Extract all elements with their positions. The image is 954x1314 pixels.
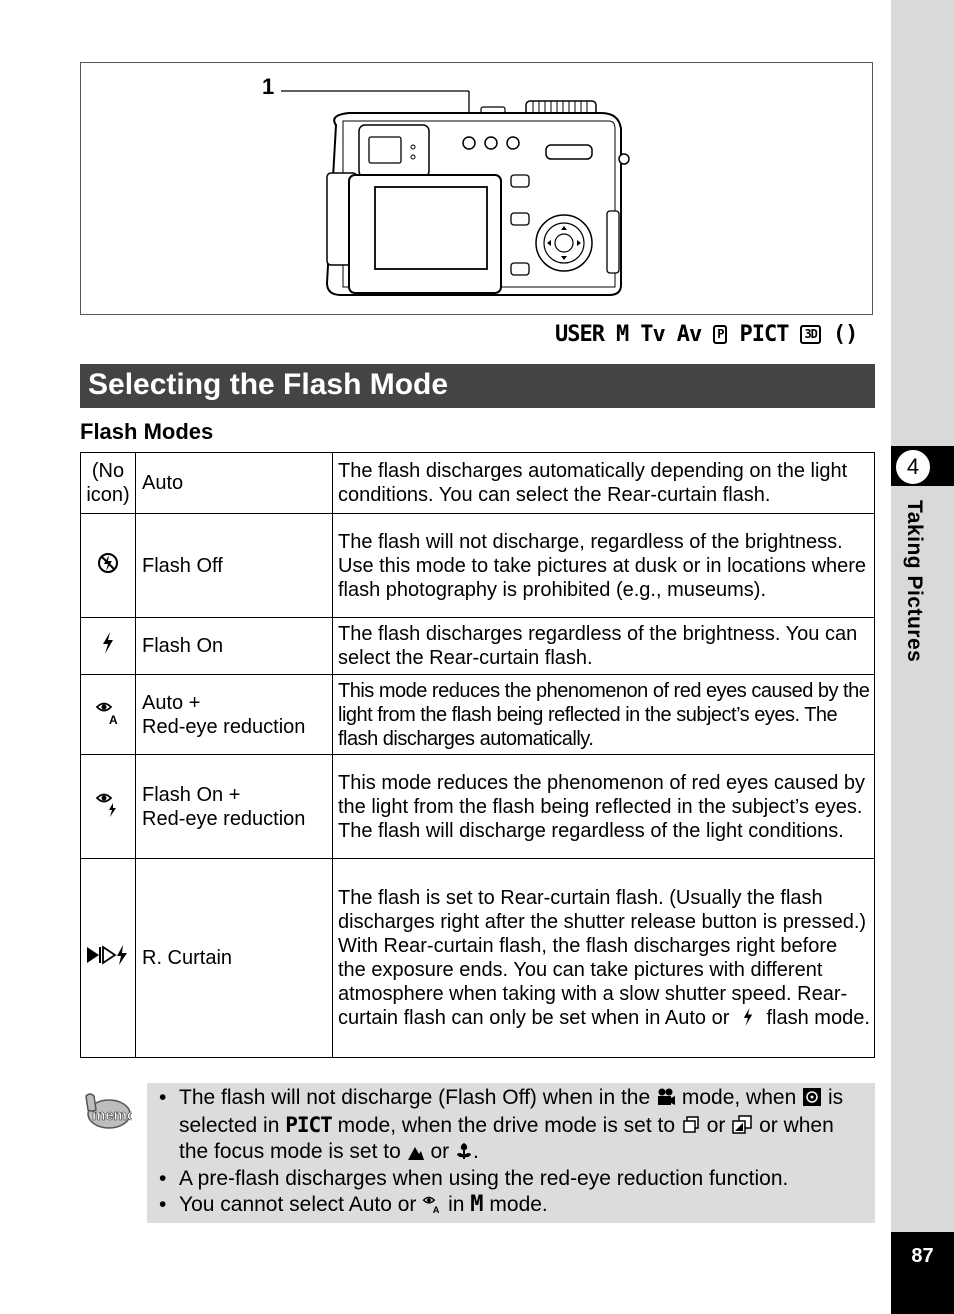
- mode-name: Flash Off: [136, 514, 333, 618]
- mode-p-icon: P: [713, 325, 727, 344]
- mode-3d-icon: 3D: [800, 325, 820, 344]
- camera-figure: [80, 62, 873, 315]
- table-row: [81, 675, 875, 755]
- flash-on-red-eye-icon: [95, 790, 121, 818]
- chapter-title: Taking Pictures: [903, 500, 926, 663]
- mode-name-line2: Red-eye reduction: [142, 715, 306, 738]
- table-row: [81, 755, 875, 859]
- flash-on-icon: [100, 631, 116, 655]
- rear-curtain-icon: [85, 943, 131, 967]
- flash-on-icon: [741, 1007, 755, 1027]
- mode-description: The flash discharges regardless of the brightness. You can select the Rear-curtain flash.: [333, 618, 875, 675]
- memo-icon: [82, 1090, 132, 1132]
- pict-mode-label: PICT: [285, 1112, 332, 1137]
- mode-m-icon: M: [615, 321, 629, 347]
- mode-description-part3: flash mode.: [766, 1007, 870, 1029]
- auto-red-eye-icon: [422, 1194, 442, 1214]
- continuous-shooting-icon: [681, 1115, 701, 1135]
- manual-mode-label: M: [470, 1192, 484, 1217]
- scene-mode-icon: [802, 1087, 822, 1107]
- mode-name: Auto: [136, 453, 333, 514]
- mode-description: This mode reduces the phenomenon of red eyes caused by the light from the flash being reflected in the subject’s eyes. The flash discharges automatically.: [333, 675, 875, 755]
- mode-description-part2: With Rear-curtain flash, the flash discharges right before the exposure ends. You can take pictures with different atmosphere when taking with a slow shutter speed. Rear-curtain flash can only be set when in Auto or: [338, 935, 848, 1029]
- infinity-landscape-icon: [407, 1143, 425, 1161]
- auto-red-eye-icon: [95, 699, 121, 725]
- mode-name-line1: Flash On +: [142, 783, 241, 806]
- page-number: 87: [891, 1232, 954, 1314]
- mode-name: R. Curtain: [136, 859, 333, 1058]
- mode-icon-row: [555, 318, 857, 350]
- no-icon-label: (No icon): [81, 453, 136, 514]
- movie-mode-icon: [656, 1087, 676, 1107]
- mode-pict-icon: PICT: [739, 321, 789, 347]
- memo-box: [147, 1083, 875, 1223]
- mode-description: This mode reduces the phenomenon of red eyes caused by the light from the flash being reflected in the subject’s eyes. The flash will discharge regardless of the light conditions.: [333, 755, 875, 859]
- flash-modes-table: [80, 452, 875, 1058]
- mode-name: Flash On: [136, 618, 333, 675]
- mode-digital-filter-icon: (): [832, 321, 858, 347]
- chapter-number: 4: [894, 448, 932, 486]
- svg-text:A: A: [109, 712, 118, 725]
- table-row: [81, 859, 875, 1058]
- mode-av-icon: Av: [676, 321, 702, 347]
- camera-back-illustration: [81, 63, 874, 316]
- mode-tv-icon: Tv: [640, 321, 665, 347]
- memo-label: memo: [92, 1107, 132, 1124]
- mode-name-line2: Red-eye reduction: [142, 807, 306, 830]
- macro-flower-icon: [455, 1141, 473, 1161]
- memo-bullet: • A pre-flash discharges when using the red-eye reduction function.: [157, 1166, 865, 1193]
- table-row: [81, 453, 875, 514]
- sub-heading: Flash Modes: [80, 419, 214, 444]
- table-row: [81, 618, 875, 675]
- mode-description: The flash will not discharge, regardless of the brightness. Use this mode to take pictures at dusk or in locations where flash photography is prohibited (e.g., museums).: [333, 514, 875, 618]
- memo-bullet: • The flash will not discharge (Flash Off) when in the mode, when is selected in PICT mode, when the drive mode is set to or or when the focus mode is set to or .: [157, 1085, 865, 1166]
- auto-bracket-icon: [731, 1115, 753, 1135]
- flash-off-icon: [96, 551, 120, 575]
- mode-user-icon: USER: [555, 321, 604, 347]
- svg-text:A: A: [433, 1205, 440, 1214]
- table-row: [81, 514, 875, 618]
- mode-name-line1: Auto +: [142, 691, 201, 714]
- callout-number: 1: [262, 74, 275, 99]
- mode-description-part1: The flash is set to Rear-curtain flash. (Usually the flash discharges right after the shutter release button is pressed.): [338, 887, 867, 933]
- mode-description: The flash discharges automatically depending on the light conditions. You can select the Rear-curtain flash.: [333, 453, 875, 514]
- section-title: Selecting the Flash Mode: [80, 364, 875, 408]
- memo-bullet: • You cannot select Auto or A in M mode.: [157, 1192, 865, 1219]
